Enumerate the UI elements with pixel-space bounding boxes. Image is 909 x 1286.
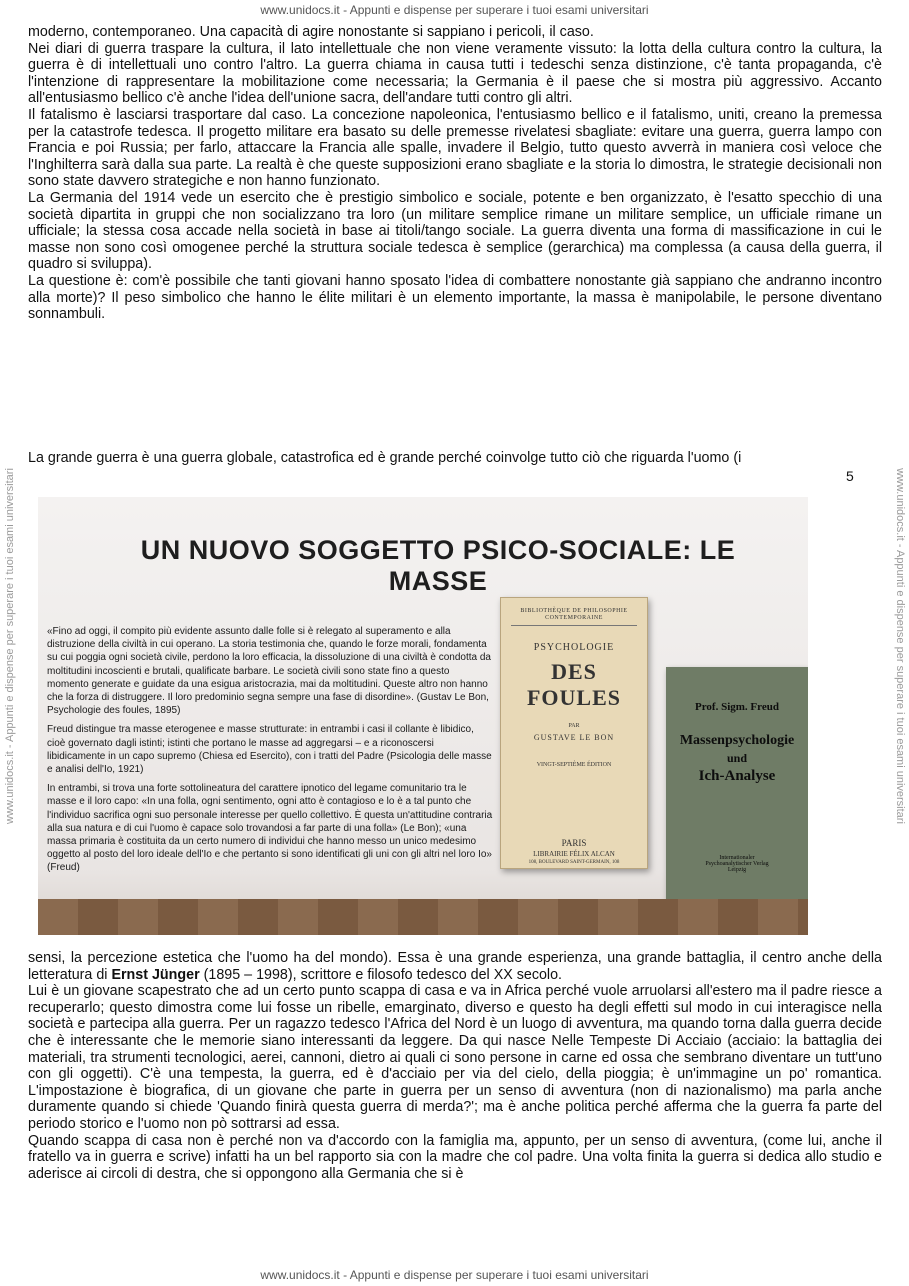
book-cover-massenpsychologie <box>666 667 808 917</box>
book2-publisher-3: Leipzig <box>727 867 747 873</box>
paragraph-intro-end: (1895 – 1998), scrittore e filosofo tedesco del XX secolo. <box>199 966 563 983</box>
book-cover-psychologie-des-foules <box>500 597 648 869</box>
slide-freud-paragraph: Freud distingue tra masse eterogenee e masse strutturate: in entrambi i casi il collante è libidico, cioè governato dagli istinti; istinti che portano le masse ad aggregarsi – e a riconoscersi libidicamente in un capo supremo (Chiesa ed Esercito), con i tratti del Padre (Psicologia delle masse e analisi dell'Io, 1921) <box>47 724 492 776</box>
book2-publisher-1: Internationaler <box>719 855 755 861</box>
text-block-middle <box>28 450 882 467</box>
watermark-side-left: www.unidocs.it - Appunti e dispense per superare i tuoi esami universitari <box>4 468 16 824</box>
paragraph: La grande guerra è una guerra globale, catastrofica ed è grande perché coinvolge tutto ciò che riguarda l'uomo (i <box>28 450 742 466</box>
paragraph: Lui è un giovane scapestrato che ad un certo punto scappa di casa e va in Africa perché vuole arruolarsi all'estero ma il padre riesce a recuperarlo; questo dimostra come lui fosse un ribelle, emarginato, diverso e questo ha degli effetti sul modo in cui interagisce nella società e partecipa alla guerra. Per un ragazzo tedesco l'Africa del Nord è un luogo di avventura, ma quando torna dalla guerra decide che è interessante che le memorie siano interessanti da leggere. Da qui nasce Nelle Tempeste Di Acciaio (acciaio: la battaglia dei materiali, tra strumenti tecnologici, aerei, cannoni, dietro ai quali ci sono persone in carne ed ossa che sembrano diventare un tutt'uno con gli oggetti). C'è una tempesta, la guerra, ed è d'acciaio per via del cielo, della pioggia; è un'immagine un po' romantica. L'impostazione è biografica, di un giovane che parte in guerra per un senso di avventura (non di nazionalismo) ma parla anche duramente quando si chiede 'Quando finirà questa guerra di merda?'; ma è anche politica perché afferma che la guerra fa parte del periodo storico e l'uomo non pò sottrarsi ad essa. <box>28 983 882 1132</box>
paragraph: Quando scappa di casa non è perché non va d'accordo con la famiglia ma, appunto, per un senso di avventura, (come lui, anche il fratello va in guerra e scrive) infatti ha un bel rapporto sia con la madre che col padre. Una volta finita la guerra si dedica allo studio e aderisce ai circoli di destra, che si oppongono alla Germania che si è <box>28 1132 882 1182</box>
slide-hypnotic-paragraph: In entrambi, si trova una forte sottolineatura del carattere ipnotico del legame comunitario tra le masse e il loro capo: «In una folla, ogni sentimento, ogni atto è contagioso e lo è a tal punto che l'individuo sacrifica ogni suo personale interesse per quello collettivo. È questa un'attitudine contraria alla sua natura e di cui l'uomo è capace solo trovandosi a far parte di una folla» (Le Bon); «una massa primaria è costituita da un certo numero di individui che hanno messo un unico medesimo oggetto al posto del loro ideale dell'Io e che pertanto si sono identificati gli uni con gli altri nel loro Io» (Freud) <box>47 783 493 874</box>
book1-title: DES FOULES <box>526 659 622 710</box>
page-number: 5 <box>846 468 854 484</box>
book2-title-2: Ich-Analyse <box>698 768 776 784</box>
slide-title: UN NUOVO SOGGETTO PSICO-SOCIALE: LE MASSE <box>140 535 736 596</box>
slide-text <box>47 625 493 881</box>
book1-series: BIBLIOTHÈQUE DE PHILOSOPHIE CONTEMPORAINE <box>511 608 637 626</box>
watermark-top: www.unidocs.it - Appunti e dispense per superare i tuoi esami universitari <box>260 3 649 17</box>
book2-title-1: Massenpsychologie <box>679 733 795 748</box>
paragraph: La questione è: com'è possibile che tanti giovani hanno sposato l'idea di combattere nonostante già sappiano che andranno incontro alla morte)? Il peso simbolico che hanno le élite militari è un elemento importante, la massa è manipolabile, le persone diventano sonnambuli. <box>28 272 882 323</box>
book1-psychologie: PSYCHOLOGIE <box>533 642 615 653</box>
watermark-bottom: www.unidocs.it - Appunti e dispense per superare i tuoi esami universitari <box>260 1268 649 1282</box>
paragraph-intro: sensi, la percezione estetica che l'uomo ha del mondo). Essa è una grande esperienza, una grande battaglia, il centro anche della letteratura di <box>28 950 882 983</box>
slide-wooden-floor <box>38 899 808 935</box>
book1-city: PARIS <box>561 838 587 848</box>
book1-author: GUSTAVE LE BON <box>533 733 615 742</box>
author-name: Ernst Jünger <box>111 966 200 983</box>
paragraph: Nei diari di guerra traspare la cultura, il lato intellettuale che non viene veramente vissuto: la lotta della cultura contro la cultura, la guerra è di intellettuali uno contro l'altro. La guerra chiama in causa tutti i tedeschi senza distinzione, c'è tanta propaganda, c'è l'intenzione di rappresentare la mobilitazione come necessaria; la Germania è il paese che si mostra più aggressivo. Accanto all'entusiasmo bellico c'è anche l'idea dell'unione sacra, dell'andare tutti contro gli altri. <box>28 40 882 107</box>
book1-publisher: LIBRAIRIE FÉLIX ALCAN <box>533 850 615 858</box>
book1-par: PAR <box>568 723 580 729</box>
slide-image <box>38 497 808 935</box>
book1-address: 108, BOULEVARD SAINT-GERMAIN, 108 <box>528 860 620 865</box>
slide-quote-lebon: «Fino ad oggi, il compito più evidente assunto dalle folle si è relegato al superamento e alla distruzione della civiltà in cui operano. La storia testimonia che, quando le forze morali, fondamenta su cui poggia ogni società civile, perdono la loro efficacia, la dissoluzione di una civiltà è condotta da moltitudini incoscienti e brutali, qualificate barbare. Le società civili sono state fino a questo momento generate e guidate da una esigua aristocrazia, mai da moltitudini. Queste altro non hanno che la forza di distruggere. Il loro predominio segna sempre una fase di disordine». (Gustav Le Bon, Psychologie des foules, 1895) <box>47 626 491 717</box>
book2-und: und <box>726 751 748 765</box>
text-block-top <box>28 24 882 323</box>
paragraph: La Germania del 1914 vede un esercito che è prestigio simbolico e sociale, potente e ben organizzato, è l'esatto specchio di una società dipartita in gruppi che non socializzano tra loro (un militare semplice rimane un militare semplice, un ufficiale rimane un ufficiale; la stessa cosa accade nella società in base ai titoli/tango sociale. La guerra diventa una forma di massificazione in cui le masse non sono così omogenee perché la struttura sociale tedesca è semplice (gerarchica) ma complessa (a causa della guerra, il quadro si sviluppa). <box>28 189 882 273</box>
text-block-bottom <box>28 950 882 1182</box>
book1-edition: VINGT-SEPTIÈME ÉDITION <box>536 762 612 768</box>
book2-author: Prof. Sigm. Freud <box>695 701 779 713</box>
watermark-side-right: www.unidocs.it - Appunti e dispense per superare i tuoi esami universitari <box>894 468 906 824</box>
book2-publisher-2: Psychoanalytischer Verlag <box>705 861 769 867</box>
paragraph <box>28 950 882 983</box>
paragraph: Il fatalismo è lasciarsi trasportare dal caso. La concezione napoleonica, l'entusiasmo bellico e il fatalismo, uniti, creano la premessa per la catastrofe tedesca. Il progetto militare era basato su delle premesse rivelatesi sbagliate: evitare una guerra, guerra lampo con Francia e poi Russia; per farlo, attaccare la Francia alle spalle, invadere il Belgio, tutto questo avverrà in maniera così veloce che l'Inghilterra sarà dalla sua parte. La realtà è che queste supposizioni erano sbagliate e la storia lo dimostra, le strategie decisionali non sono state davvero strategiche e non hanno funzionato. <box>28 106 882 190</box>
paragraph: moderno, contemporaneo. Una capacità di agire nonostante si sappiano i pericoli, il caso. <box>28 24 594 40</box>
